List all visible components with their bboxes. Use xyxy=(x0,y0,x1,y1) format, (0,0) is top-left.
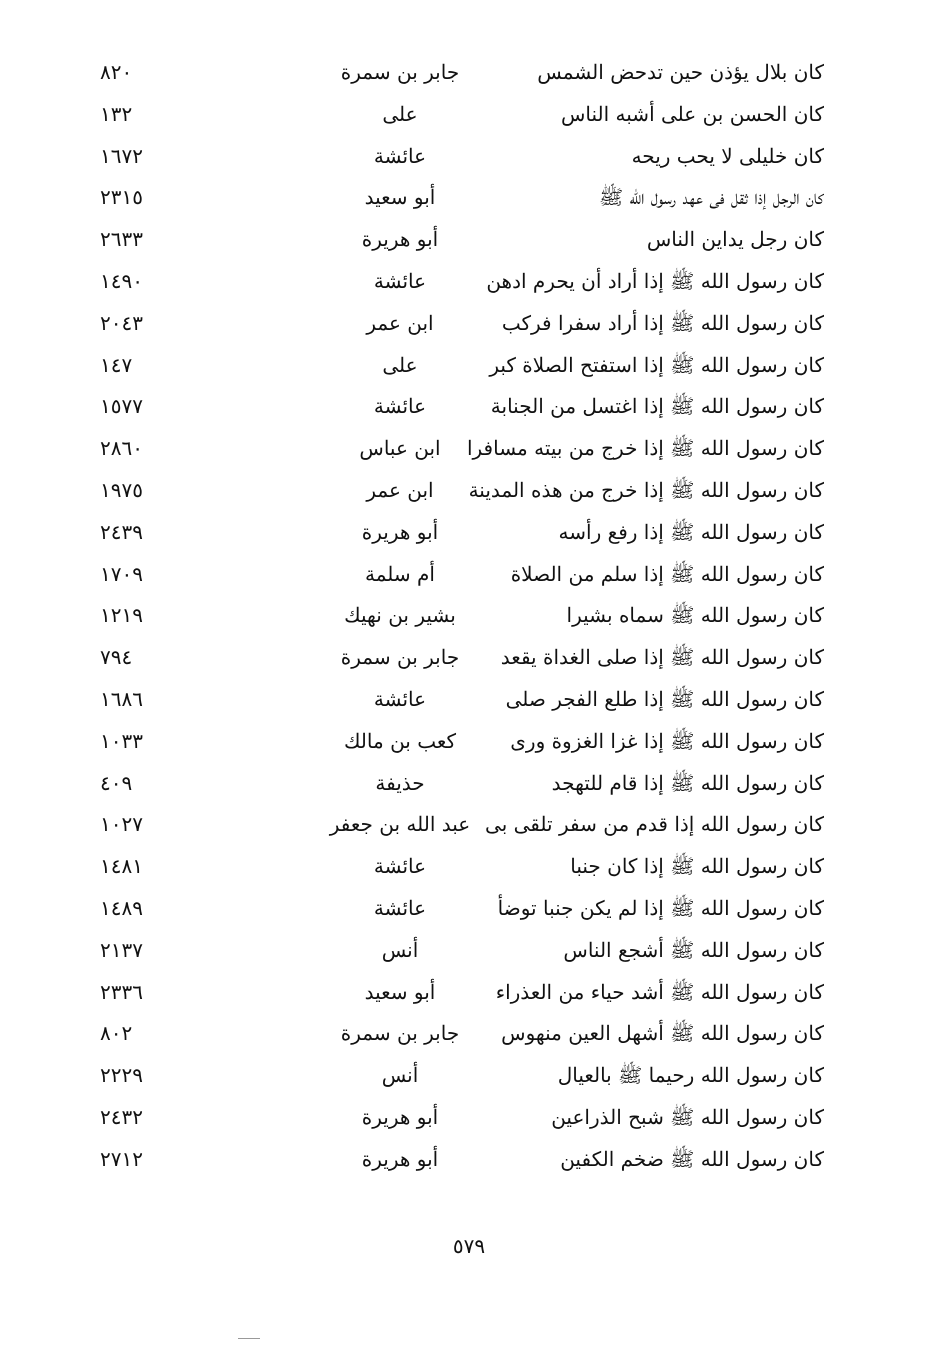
hadith-text: كان خليلى لا يحب ريحه xyxy=(631,143,824,168)
hadith-number: ٢٨٦٠ xyxy=(100,436,143,461)
table-row xyxy=(0,512,938,554)
hadith-number: ١٤٩٠ xyxy=(100,268,143,293)
narrator-name: حذيفة xyxy=(375,770,425,795)
hadith-text: كان رسول الله ﷺ إذا لم يكن جنبا توضأ xyxy=(497,895,824,920)
hadith-text: كان رسول الله ﷺ إذا استفتح الصلاة كبر xyxy=(489,352,824,377)
narrator-name: بشير بن نهيك xyxy=(344,603,456,628)
narrator-name: أبو سعيد xyxy=(364,185,436,210)
hadith-number: ١٢١٩ xyxy=(100,603,143,628)
hadith-number: ١٩٧٥ xyxy=(100,477,143,502)
narrator-name: جابر بن سمرة xyxy=(340,60,460,84)
hadith-text: كان رسول الله ﷺ أشهل العين منهوس xyxy=(501,1021,824,1046)
table-row xyxy=(0,470,938,512)
table-row xyxy=(0,52,938,94)
table-row xyxy=(0,846,938,888)
hadith-text: كان رسول الله ﷺ إذا كان جنبا xyxy=(570,854,824,879)
hadith-text: كان رسول الله إذا قدم من سفر تلقى بى xyxy=(485,812,824,837)
table-row xyxy=(0,595,938,637)
hadith-text: كان رسول الله رحيما ﷺ بالعيال xyxy=(557,1063,824,1088)
hadith-text: كان رجل يداين الناس xyxy=(646,227,824,252)
table-row xyxy=(0,1055,938,1097)
narrator-name: أبو هريرة xyxy=(361,1104,439,1129)
table-row xyxy=(0,972,938,1014)
hadith-number: ٢٦٣٣ xyxy=(100,227,143,252)
hadith-number: ٤٠٩ xyxy=(100,770,133,795)
table-row xyxy=(0,721,938,763)
narrator-name: ابن عمر xyxy=(366,477,434,502)
table-row xyxy=(0,679,938,721)
hadith-text: كان رسول الله ﷺ أشجع الناس xyxy=(563,937,824,962)
hadith-number: ١٠٣٣ xyxy=(100,728,143,753)
table-row xyxy=(0,219,938,261)
narrator-name: أبو هريرة xyxy=(361,519,439,544)
table-row xyxy=(0,386,938,428)
hadith-number: ١٤٨٩ xyxy=(100,895,143,920)
narrator-name: على xyxy=(382,101,418,126)
hadith-index-table xyxy=(0,52,938,1181)
narrator-name: أنس xyxy=(381,1063,419,1088)
hadith-text: كان بلال يؤذن حين تدحض الشمس xyxy=(537,60,824,84)
narrator-name: أنس xyxy=(381,937,419,962)
table-row xyxy=(0,1097,938,1139)
hadith-text: كان الحسن بن على أشبه الناس xyxy=(561,101,824,126)
hadith-text: كان الرجل إذا ثقل فى عهد رسول الله ﷺ xyxy=(598,185,824,210)
narrator-name: عائشة xyxy=(373,686,427,711)
narrator-name: عائشة xyxy=(373,394,427,419)
hadith-number: ١٤٧ xyxy=(100,352,133,377)
hadith-text: كان رسول الله ﷺ إذا غزا الغزوة ورى xyxy=(510,728,824,753)
narrator-name: ابن عمر xyxy=(366,310,434,335)
hadith-text: كان رسول الله ﷺ إذا خرج من هذه المدينة xyxy=(468,477,824,502)
table-row xyxy=(0,554,938,596)
narrator-name: أبو هريرة xyxy=(361,227,439,252)
hadith-number: ٢٧١٢ xyxy=(100,1146,143,1171)
footer-divider xyxy=(238,1338,260,1339)
table-row xyxy=(0,1013,938,1055)
hadith-number: ١٦٨٦ xyxy=(100,686,143,711)
hadith-text: كان رسول الله ﷺ إذا صلى الغداة يقعد xyxy=(500,645,824,670)
table-row xyxy=(0,804,938,846)
hadith-number: ٢٢٢٩ xyxy=(100,1063,143,1088)
table-row xyxy=(0,345,938,387)
hadith-number: ٢٠٤٣ xyxy=(100,310,143,335)
hadith-text: كان رسول الله ﷺ سماه بشيرا xyxy=(566,603,824,628)
narrator-name: عبد الله بن جعفر xyxy=(329,812,471,837)
hadith-text: كان رسول الله ﷺ إذا خرج من بيته مسافرا xyxy=(466,436,824,461)
hadith-number: ٢٣١٥ xyxy=(100,185,143,210)
hadith-text: كان رسول الله ﷺ إذا سلم من الصلاة xyxy=(510,561,824,586)
page-number: ٥٧٩ xyxy=(452,1234,486,1258)
table-row xyxy=(0,763,938,805)
narrator-name: عائشة xyxy=(373,143,427,168)
hadith-text: كان رسول الله ﷺ ضخم الكفين xyxy=(560,1146,824,1171)
narrator-name: ابن عباس xyxy=(359,436,441,461)
hadith-text: كان رسول الله ﷺ إذا اغتسل من الجنابة xyxy=(490,394,824,419)
hadith-number: ٢٤٣٢ xyxy=(100,1104,143,1129)
narrator-name: أبو سعيد xyxy=(364,979,436,1004)
table-row xyxy=(0,1139,938,1181)
table-row xyxy=(0,888,938,930)
narrator-name: على xyxy=(382,352,418,377)
table-row xyxy=(0,136,938,178)
narrator-name: عائشة xyxy=(373,895,427,920)
table-row xyxy=(0,637,938,679)
hadith-number: ١٤٨١ xyxy=(100,854,143,879)
table-row xyxy=(0,303,938,345)
hadith-text: كان رسول الله ﷺ إذا أراد سفرا فركب xyxy=(501,310,824,335)
narrator-name: أم سلمة xyxy=(365,561,435,586)
table-row xyxy=(0,261,938,303)
hadith-text: كان رسول الله ﷺ إذا قام للتهجد xyxy=(551,770,824,795)
hadith-text: كان رسول الله ﷺ إذا طلع الفجر صلى xyxy=(505,686,824,711)
narrator-name: جابر بن سمرة xyxy=(340,1021,460,1046)
hadith-number: ٢٤٣٩ xyxy=(100,519,143,544)
hadith-number: ٢٣٣٦ xyxy=(100,979,143,1004)
hadith-text: كان رسول الله ﷺ إذا رفع رأسه xyxy=(558,519,824,544)
narrator-name: عائشة xyxy=(373,268,427,293)
hadith-text: كان رسول الله ﷺ أشد حياء من العذراء xyxy=(495,979,824,1004)
hadith-text: كان رسول الله ﷺ إذا أراد أن يحرم ادهن xyxy=(486,268,824,293)
hadith-number: ٨٠٢ xyxy=(100,1021,133,1046)
hadith-number: ٧٩٤ xyxy=(100,645,133,670)
hadith-number: ١٧٠٩ xyxy=(100,561,143,586)
narrator-name: جابر بن سمرة xyxy=(340,645,460,670)
hadith-text: كان رسول الله ﷺ شبح الذراعين xyxy=(551,1104,824,1129)
hadith-number: ١٣٢ xyxy=(100,101,133,126)
table-row xyxy=(0,428,938,470)
hadith-number: ١٥٧٧ xyxy=(100,394,143,419)
hadith-number: ٢١٣٧ xyxy=(100,937,143,962)
hadith-number: ١٦٧٢ xyxy=(100,143,143,168)
narrator-name: عائشة xyxy=(373,854,427,879)
narrator-name: كعب بن مالك xyxy=(343,728,457,753)
hadith-number: ١٠٢٧ xyxy=(100,812,143,837)
table-row xyxy=(0,930,938,972)
table-row xyxy=(0,94,938,136)
narrator-name: أبو هريرة xyxy=(361,1146,439,1171)
table-row xyxy=(0,177,938,219)
hadith-number: ٨٢٠ xyxy=(100,60,133,84)
